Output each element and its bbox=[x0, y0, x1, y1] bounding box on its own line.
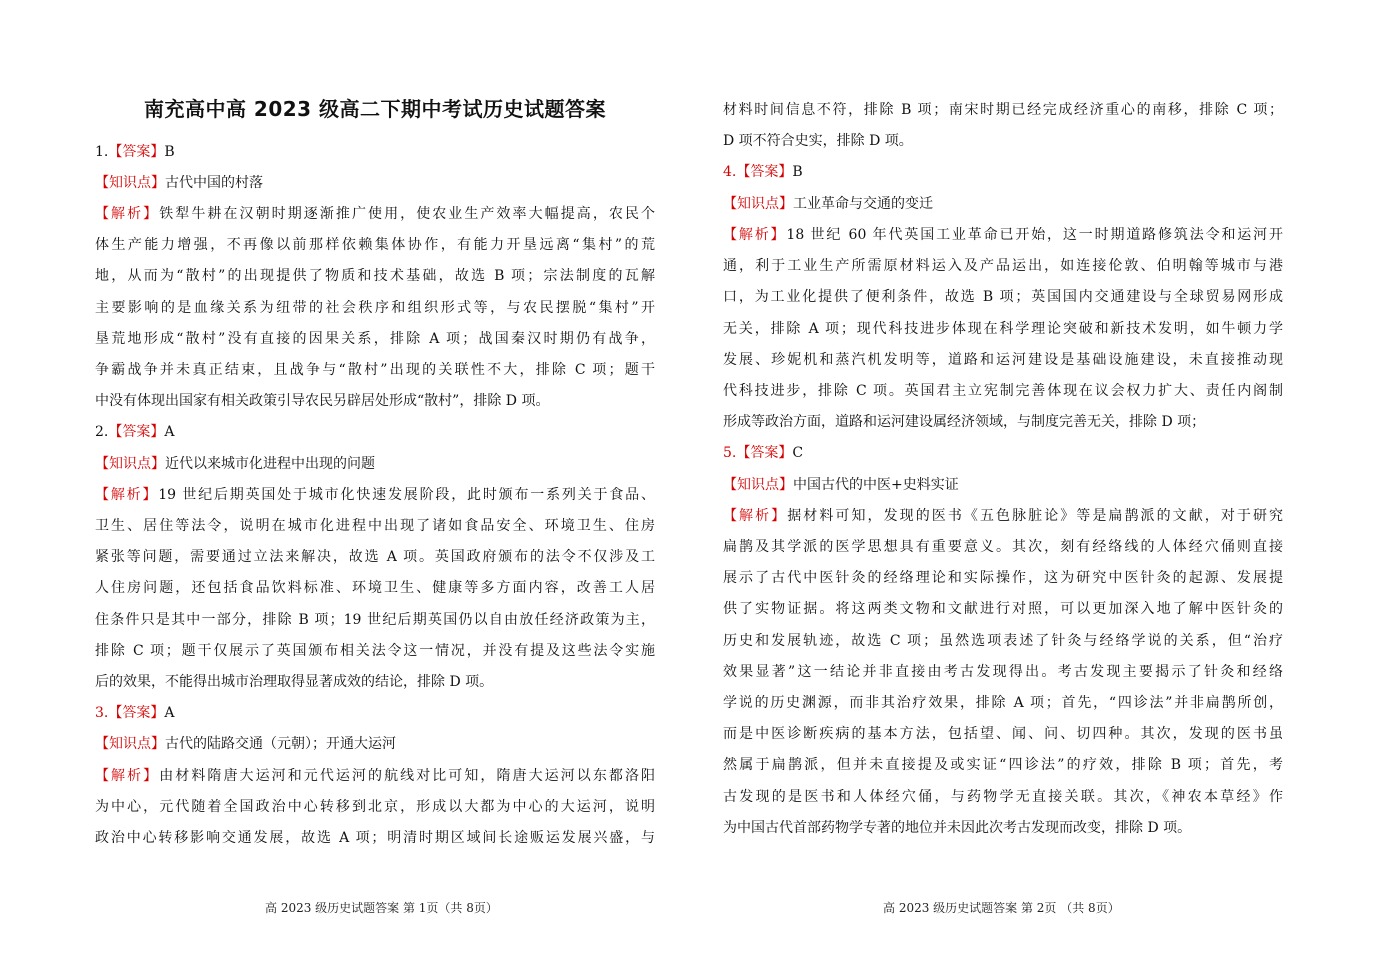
q1-answer-value: B bbox=[164, 144, 175, 160]
q5-answer-value: C bbox=[792, 445, 804, 461]
knowledge-label: 【知识点】 bbox=[95, 456, 165, 472]
q5-analysis-line: 扁鹊及其学派的医学思想具有重要意义。其次，刻有经络线的人体经穴俑则直接 bbox=[723, 539, 1283, 555]
answer-label: 【答案】 bbox=[108, 705, 165, 721]
q1-analysis-line: 地，从而为“散村”的出现提供了物质和技术基础，故选 B 项；宗法制度的瓦解 bbox=[95, 268, 655, 284]
q5-analysis-line: 然属于扁鹊派，但并未直接提及或实证“四诊法”的疗效，排除 B 项；首先，考 bbox=[723, 757, 1283, 773]
q2-analysis-line: 住条件只是其中一部分，排除 B 项；19 世纪后期英国仍以自由放任经济政策为主， bbox=[95, 612, 655, 628]
q1-analysis-line: 中没有体现出国家有相关政策引导农民另辟居处形成“散村”，排除 D 项。 bbox=[95, 393, 550, 409]
q1-knowledge-line bbox=[95, 171, 263, 195]
q3-answer-value: A bbox=[164, 705, 175, 721]
q4-answer-line bbox=[723, 160, 803, 184]
answer-label: 【答案】 bbox=[736, 445, 793, 461]
q4-number: 4. bbox=[723, 164, 737, 180]
analysis-label: 【解析】 bbox=[95, 487, 159, 503]
q5-knowledge-line bbox=[723, 473, 959, 497]
q5-analysis-line: 展示了古代中医针灸的经络理论和实际操作，这为研究中医针灸的起源、发展提 bbox=[723, 570, 1283, 586]
q2-analysis-line: 排除 C 项；题干仅展示了英国颁布相关法令这一情况，并没有提及这些法令实施 bbox=[95, 643, 655, 659]
q1-analysis-line: 争霸战争并未真正结束，且战争与“散村”出现的关联性不大，排除 C 项；题干 bbox=[95, 362, 655, 378]
q3-continued-line: D 项不符合史实，排除 D 项。 bbox=[723, 133, 913, 149]
page-footer-1: 高 2023 级历史试题答案 第 1页（共 8页） bbox=[265, 901, 498, 915]
q4-analysis-line: 无关，排除 A 项；现代科技进步体现在科学理论突破和新技术发明，如牛顿力学 bbox=[723, 321, 1283, 337]
q1-analysis-line: 主要影响的是血缘关系为纽带的社会秩序和组织形式等，与农民摆脱“集村”开 bbox=[95, 300, 655, 316]
q2-knowledge-line bbox=[95, 452, 375, 476]
q3-knowledge-line bbox=[95, 732, 396, 756]
q5-analysis-line: 学说的历史渊源，而非其治疗效果，排除 A 项；首先，“四诊法”并非扁鹊所创， bbox=[723, 695, 1283, 711]
answer-label: 【答案】 bbox=[108, 424, 165, 440]
q5-analysis-line: 效果显著”这一结论并非直接由考古发现得出。考古发现主要揭示了针灸和经络 bbox=[723, 664, 1283, 680]
q2-analysis-text: 19 世纪后期英国处于城市化快速发展阶段，此时颁布一系列关于食品、 bbox=[158, 487, 655, 503]
q3-analysis-line: 为中心，元代随着全国政治中心转移到北京，形成以大都为中心的大运河，说明 bbox=[95, 799, 655, 815]
q1-analysis-line bbox=[95, 202, 655, 226]
analysis-label: 【解析】 bbox=[95, 768, 160, 784]
q4-analysis-line: 口，为工业化提供了便利条件，故选 B 项；英国国内交通建设与全球贸易网形成 bbox=[723, 289, 1283, 305]
q2-knowledge-text: 近代以来城市化进程中出现的问题 bbox=[165, 456, 375, 472]
q5-analysis-text: 据材料可知，发现的医书《五色脉脏论》等是扁鹊派的文献，对于研究 bbox=[787, 508, 1284, 524]
q4-analysis-line bbox=[723, 223, 1283, 247]
answer-label: 【答案】 bbox=[108, 144, 165, 160]
q5-analysis-line: 古发现的是医书和人体经穴俑，与药物学无直接关联。其次，《神农本草经》作 bbox=[723, 789, 1283, 805]
knowledge-label: 【知识点】 bbox=[95, 175, 165, 191]
analysis-label: 【解析】 bbox=[723, 227, 787, 243]
q2-answer-line bbox=[95, 420, 174, 444]
q3-continued-line: 材料时间信息不符，排除 B 项；南宋时期已经完成经济重心的南移，排除 C 项； bbox=[723, 102, 1283, 118]
q2-analysis-line: 卫生、居住等法令，说明在城市化进程中出现了诸如食品安全、环境卫生、住房 bbox=[95, 518, 655, 534]
q1-analysis-line: 垦荒地形成“散村”没有直接的因果关系，排除 A 项；战国秦汉时期仍有战争， bbox=[95, 331, 655, 347]
q5-knowledge-text: 中国古代的中医+史料实证 bbox=[793, 477, 959, 493]
q4-knowledge-text: 工业革命与交通的变迁 bbox=[793, 196, 933, 212]
page-footer-2: 高 2023 级历史试题答案 第 2页 （共 8页） bbox=[883, 901, 1120, 915]
q4-analysis-line: 通，利于工业生产所需原材料运入及产品运出，如连接伦敦、伯明翰等城市与港 bbox=[723, 258, 1283, 274]
q3-analysis-line bbox=[95, 764, 655, 788]
analysis-label: 【解析】 bbox=[723, 508, 788, 524]
q3-analysis-line: 政治中心转移影响交通发展，故选 A 项；明清时期区域间长途贩运发展兴盛，与 bbox=[95, 830, 655, 846]
q5-answer-line bbox=[723, 441, 803, 465]
q3-answer-line bbox=[95, 701, 174, 725]
q5-analysis-line: 为中国古代首部药物学专著的地位并未因此次考古发现而改变，排除 D 项。 bbox=[723, 820, 1192, 836]
q5-number: 5. bbox=[723, 445, 737, 461]
q3-knowledge-text: 古代的陆路交通（元朝）；开通大运河 bbox=[165, 736, 396, 752]
q4-answer-value: B bbox=[792, 164, 803, 180]
q1-number: 1. bbox=[95, 144, 109, 160]
q5-analysis-line: 历史和发展轨迹，故选 C 项；虽然选项表述了针灸与经络学说的关系，但“治疗 bbox=[723, 633, 1283, 649]
q2-analysis-line: 人住房问题，还包括食品饮料标准、环境卫生、健康等多方面内容，改善工人居 bbox=[95, 580, 655, 596]
knowledge-label: 【知识点】 bbox=[723, 196, 793, 212]
q1-answer-line bbox=[95, 140, 175, 164]
q1-analysis-text: 铁犁牛耕在汉朝时期逐渐推广使用，使农业生产效率大幅提高，农民个 bbox=[159, 206, 656, 222]
knowledge-label: 【知识点】 bbox=[723, 477, 793, 493]
q1-knowledge-text: 古代中国的村落 bbox=[165, 175, 263, 191]
q2-number: 2. bbox=[95, 424, 109, 440]
knowledge-label: 【知识点】 bbox=[95, 736, 165, 752]
q2-answer-value: A bbox=[164, 424, 175, 440]
q4-analysis-line: 形成等政治方面，道路和运河建设属经济领域，与制度完善无关，排除 D 项； bbox=[723, 414, 1206, 430]
analysis-label: 【解析】 bbox=[95, 206, 160, 222]
q5-analysis-line: 供了实物证据。将这两类文物和文献进行对照，可以更加深入地了解中医针灸的 bbox=[723, 601, 1283, 617]
q2-analysis-line: 紧张等问题，需要通过立法来解决，故选 A 项。英国政府颁布的法令不仅涉及工 bbox=[95, 549, 655, 565]
q2-analysis-line: 后的效果，不能得出城市治理取得显著成效的结论，排除 D 项。 bbox=[95, 674, 494, 690]
q5-analysis-line bbox=[723, 504, 1283, 528]
q4-analysis-line: 代科技进步，排除 C 项。英国君主立宪制完善体现在议会权力扩大、责任内阁制 bbox=[723, 383, 1283, 399]
q4-analysis-line: 发展、珍妮机和蒸汽机发明等，道路和运河建设是基础设施建设，未直接推动现 bbox=[723, 352, 1283, 368]
q3-number: 3. bbox=[95, 705, 109, 721]
answer-label: 【答案】 bbox=[736, 164, 793, 180]
q3-analysis-text: 由材料隋唐大运河和元代运河的航线对比可知，隋唐大运河以东都洛阳 bbox=[159, 768, 656, 784]
q2-analysis-line bbox=[95, 483, 655, 507]
page-title: 南充高中高 2023 级高二下期中考试历史试题答案 bbox=[143, 97, 607, 121]
q4-analysis-text: 18 世纪 60 年代英国工业革命已开始，这一时期道路修筑法令和运河开 bbox=[786, 227, 1284, 243]
q1-analysis-line: 体生产能力增强，不再像以前那样依赖集体协作，有能力开垦远离“集村”的荒 bbox=[95, 237, 655, 253]
q4-knowledge-line bbox=[723, 192, 933, 216]
q5-analysis-line: 而是中医诊断疾病的基本方法，包括望、闻、问、切四种。其次，发现的医书虽 bbox=[723, 726, 1283, 742]
